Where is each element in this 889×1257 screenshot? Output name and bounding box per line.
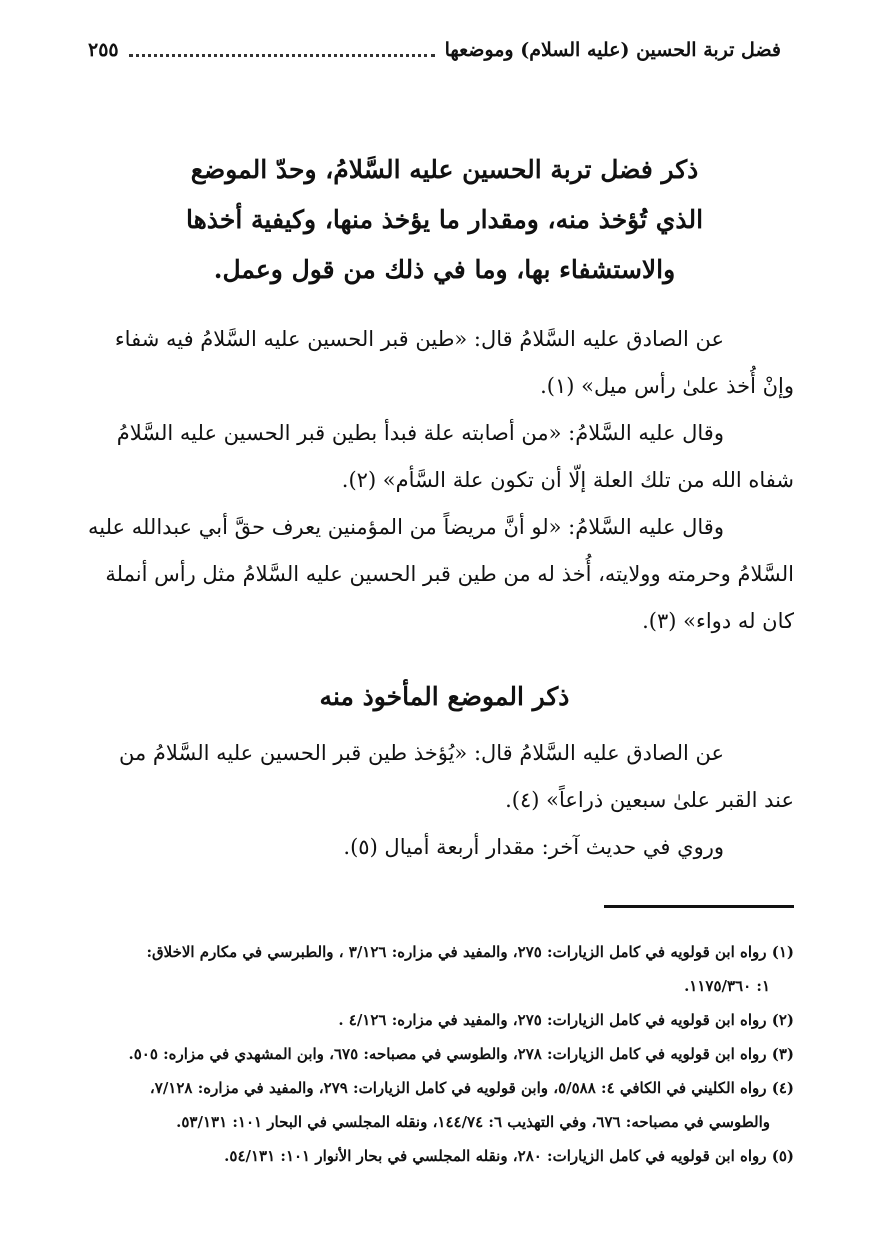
footnotes [95, 935, 794, 1173]
paragraph [87, 504, 794, 645]
section-2-body [95, 730, 794, 871]
footnote: (٤) رواه الكليني في الكافي ٤: ٥/٥٨٨، وابن قولويه في كامل الزيارات: ٢٧٩، والمفيد في مزاره: ٧/١٢٨، [149, 1079, 794, 1097]
text-line: كان له دواء» (٣). [642, 609, 794, 633]
text-line: وإنْ أُخذ علىٰ رأس ميل» (١). [540, 374, 794, 398]
footnote-continuation: والطوسي في مصباحه: ٦٧٦، وفي التهذيب ٦: ١٤٤/٧٤، ونقله المجلسي في البحار ١٠١: ٥٣/١٣١. [176, 1113, 770, 1131]
text-line: عن الصادق عليه السَّلامُ قال: «طين قبر الحسين عليه السَّلامُ فيه شفاء [114, 327, 724, 351]
paragraph [95, 824, 794, 871]
footnote: (٣) رواه ابن قولويه في كامل الزيارات: ٢٧٨، والطوسي في مصباحه: ٦٧٥، وابن المشهدي في مزاره: ٥٠٥. [128, 1045, 794, 1063]
dotted-leader [129, 54, 435, 57]
text-line: وقال عليه السَّلامُ: «من أصابته علة فبدأ بطين قبر الحسين عليه السَّلامُ [116, 421, 724, 445]
footnote: (٢) رواه ابن قولويه في كامل الزيارات: ٢٧٥، والمفيد في مزاره: ٤/١٢٦ . [338, 1011, 794, 1029]
text-line: السَّلامُ وحرمته وولايته، أُخذ له من طين قبر الحسين عليه السَّلامُ مثل رأس أنملة [105, 562, 794, 586]
heading-line: والاستشفاء بها، وما في ذلك من قول وعمل. [213, 255, 676, 284]
heading-line: الذي تُؤخذ منه، ومقدار ما يؤخذ منها، وكيفية أخذها [185, 205, 704, 234]
text-line: عن الصادق عليه السَّلامُ قال: «يُؤخذ طين قبر الحسين عليه السَّلامُ من [119, 741, 724, 765]
footnote-separator [604, 905, 794, 908]
running-title: فضل تربة الحسين (عليه السلام) وموضعها [444, 39, 781, 61]
footnote: (١) رواه ابن قولويه في كامل الزيارات: ٢٧٥، والمفيد في مزاره: ٣/١٢٦ ، والطبرسي في مكارم الاخلاق: [146, 943, 794, 961]
footnote-continuation: ١: ١١٧٥/٣٦٠. [684, 977, 770, 995]
page-number: ٢٥٥ [88, 39, 119, 61]
section-heading-2 [160, 672, 729, 722]
text-line: شفاه الله من تلك العلة إلّا أن تكون علة السَّأم» (٢). [341, 468, 794, 492]
paragraph [95, 410, 794, 504]
text-line: عند القبر علىٰ سبعين ذراعاً» (٤). [505, 788, 794, 812]
text-line: وقال عليه السَّلامُ: «لو أنَّ مريضاً من المؤمنين يعرف حقَّ أبي عبدالله عليه [87, 515, 724, 539]
section-heading-1 [160, 145, 729, 295]
running-header [88, 30, 781, 70]
section-1-body [87, 316, 794, 645]
text-line: وروي في حديث آخر: مقدار أربعة أميال (٥). [343, 835, 724, 859]
paragraph [95, 316, 794, 410]
heading-line: ذكر الموضع المأخوذ منه [319, 682, 570, 711]
heading-line: ذكر فضل تربة الحسين عليه السَّلامُ، وحدّ الموضع [190, 155, 699, 184]
footnote: (٥) رواه ابن قولويه في كامل الزيارات: ٢٨٠، ونقله المجلسي في بحار الأنوار ١٠١: ٥٤/١٣١. [224, 1147, 794, 1165]
paragraph [95, 730, 794, 824]
